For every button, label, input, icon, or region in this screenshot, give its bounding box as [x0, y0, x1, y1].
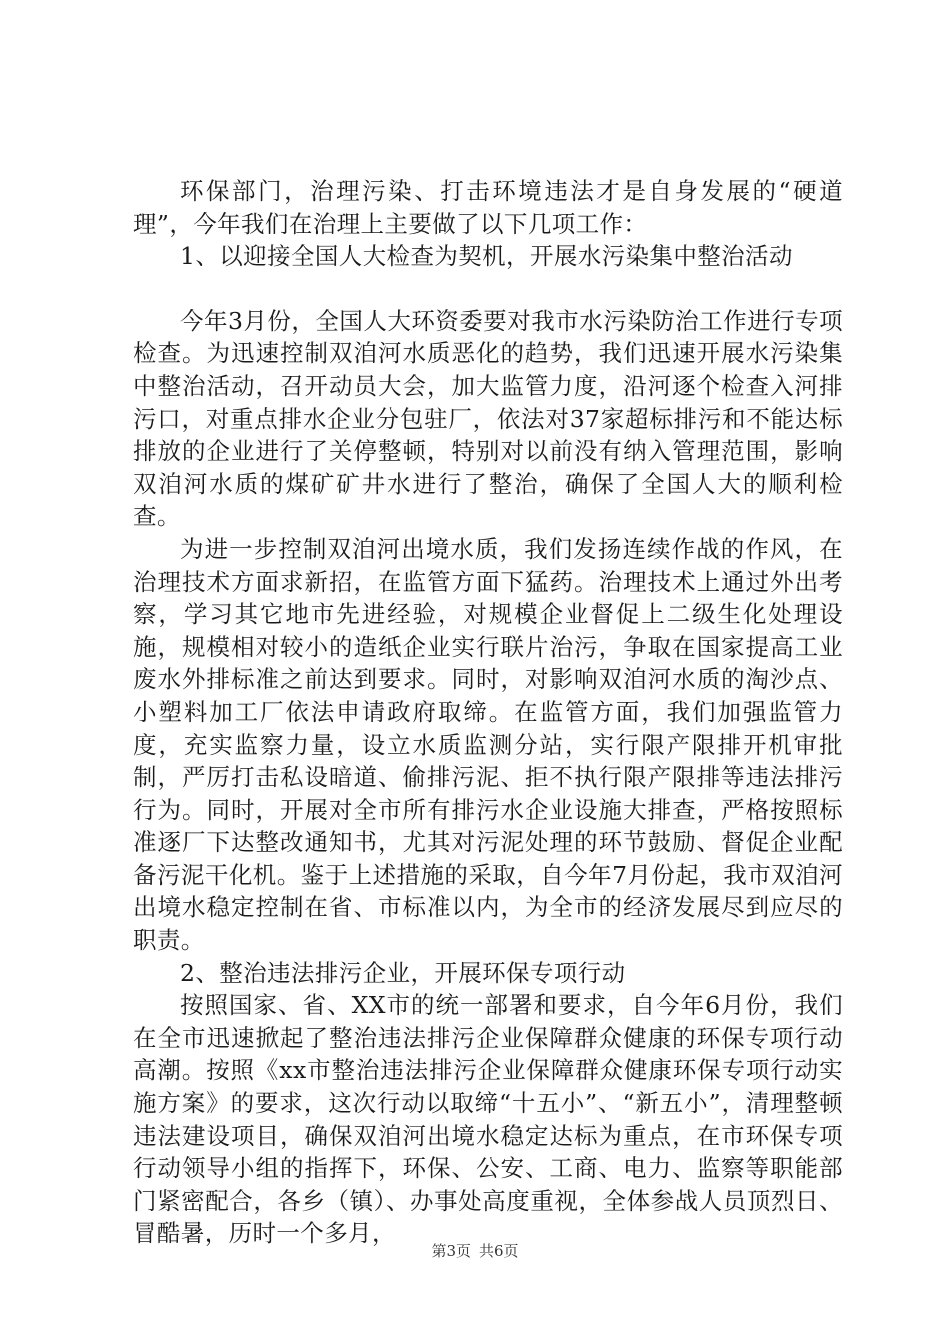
paragraph-special-action: 按照国家、省、XX市的统一部署和要求，自今年6月份，我们在全市迅速掀起了整治违法排污企业保障群众健康的环保专项行动高潮。按照《xx市整治违法排污企业保障群众健康环保专项行动实施方案》的要求，这次行动以取缔“十五小”、“新五小”，清理整顿违法建设项目，确保双洎河出境水稳定达标为重点，在市环保专项行动领导小组的指挥下，环保、公安、工商、电力、监察等职能部门紧密配合，各乡（镇）、办事处高度重视，全体参战人员顶烈日、冒酷暑，历时一个多月， [133, 991, 843, 1248]
page-number: 第3页 [431, 1242, 471, 1260]
document-body [133, 175, 843, 1250]
paragraph-water-quality: 为进一步控制双洎河出境水质，我们发扬连续作战的作风，在治理技术方面求新招，在监管方面下猛药。治理技术上通过外出考察，学习其它地市先进经验，对规模企业督促上二级生化处理设施，规模相对较小的造纸企业实行联片治污，争取在国家提高工业废水外排标准之前达到要求。同时，对影响双洎河水质的淘沙点、小塑料加工厂依法申请政府取缔。在监管方面，我们加强监管力度，充实监察力量，设立水质监测分站，实行限产限排开机审批制，严厉打击私设暗道、偷排污泥、拒不执行限产限排等违法排污行为。同时，开展对全市所有排污水企业设施大排查，严格按照标准逐厂下达整改通知书，尤其对污泥处理的环节鼓励、督促企业配备污泥干化机。鉴于上述措施的采取，自今年7月份起，我市双洎河出境水稳定控制在省、市标准以内，为全市的经济发展尽到应尽的职责。 [133, 534, 843, 955]
heading-item-2: 2、整治违法排污企业，开展环保专项行动 [180, 958, 626, 987]
page-footer [0, 1241, 950, 1261]
paragraph-inspection: 今年3月份，全国人大环资委要对我市水污染防治工作进行专项检查。为迅速控制双洎河水质恶化的趋势，我们迅速开展水污染集中整治活动，召开动员大会，加大监管力度，沿河逐个检查入河排污口，对重点排水企业分包驻厂，依法对37家超标排污和不能达标排放的企业进行了关停整顿，特别对以前没有纳入管理范围，影响双洎河水质的煤矿矿井水进行了整治，确保了全国人大的顺利检查。 [133, 306, 843, 531]
heading-item-1: 1、以迎接全国人大检查为契机，开展水污染集中整治活动 [180, 242, 793, 271]
page-total: 共6页 [479, 1242, 519, 1260]
paragraph-intro: 环保部门，治理污染、打击环境违法才是自身发展的“硬道理”，今年我们在治理上主要做了以下几项工作： [133, 177, 843, 238]
